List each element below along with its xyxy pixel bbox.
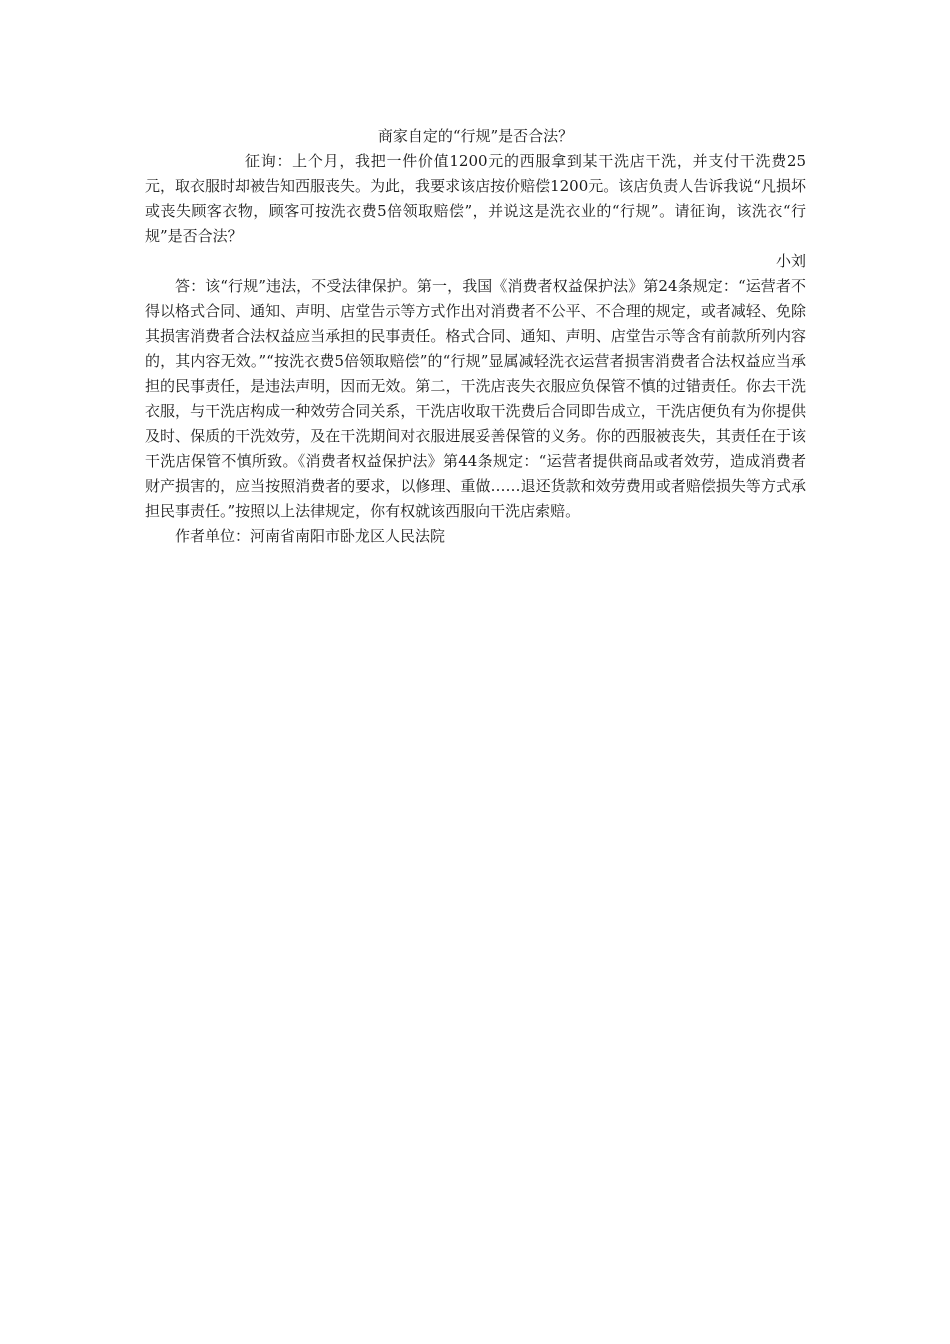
document-title: 商家自定的“行规”是否合法？	[377, 127, 574, 145]
question-signature: 小刘	[775, 252, 806, 270]
document-body	[145, 124, 806, 549]
answer-paragraph: 答：该“行规”违法，不受法律保护。第一，我国《消费者权益保护法》第24条规定：“运营者不得以格式合同、通知、声明、店堂告示等方式作出对消费者不公平、不合理的规定，或者减轻、免除其损害消费者合法权益应当承担的民事责任。格式合同、通知、声明、店堂告示等含有前款所列内容的，其内容无效。”“按洗衣费5倍领取赔偿”的“行规”显属减轻洗衣运营者损害消费者合法权益应当承担的民事责任，是违法声明，因而无效。第二，干洗店丧失衣服应负保管不慎的过错责任。你去干洗衣服，与干洗店构成一种效劳合同关系，干洗店收取干洗费后合同即告成立，干洗店便负有为你提供及时、保质的干洗效劳，及在干洗期间对衣服进展妥善保管的义务。你的西服被丧失，其责任在于该干洗店保管不慎所致。《消费者权益保护法》第44条规定：“运营者提供商品或者效劳，造成消费者财产损害的，应当按照消费者的要求，以修理、重做……退还货款和效劳费用或者赔偿损失等方式承担民事责任。”按照以上法律规定，你有权就该西服向干洗店索赔。	[145, 277, 806, 520]
question-paragraph: 征询：上个月，我把一件价值1200元的西服拿到某干洗店干洗，并支付干洗费25元，取衣服时却被告知西服丧失。为此，我要求该店按价赔偿1200元。该店负责人告诉我说“凡损坏或丧失顾客衣物，顾客可按洗衣费5倍领取赔偿”，并说这是洗衣业的“行规”。请征询，该洗衣“行规”是否合法？	[145, 152, 806, 245]
author-affiliation: 作者单位：河南省南阳市卧龙区人民法院	[175, 527, 446, 545]
